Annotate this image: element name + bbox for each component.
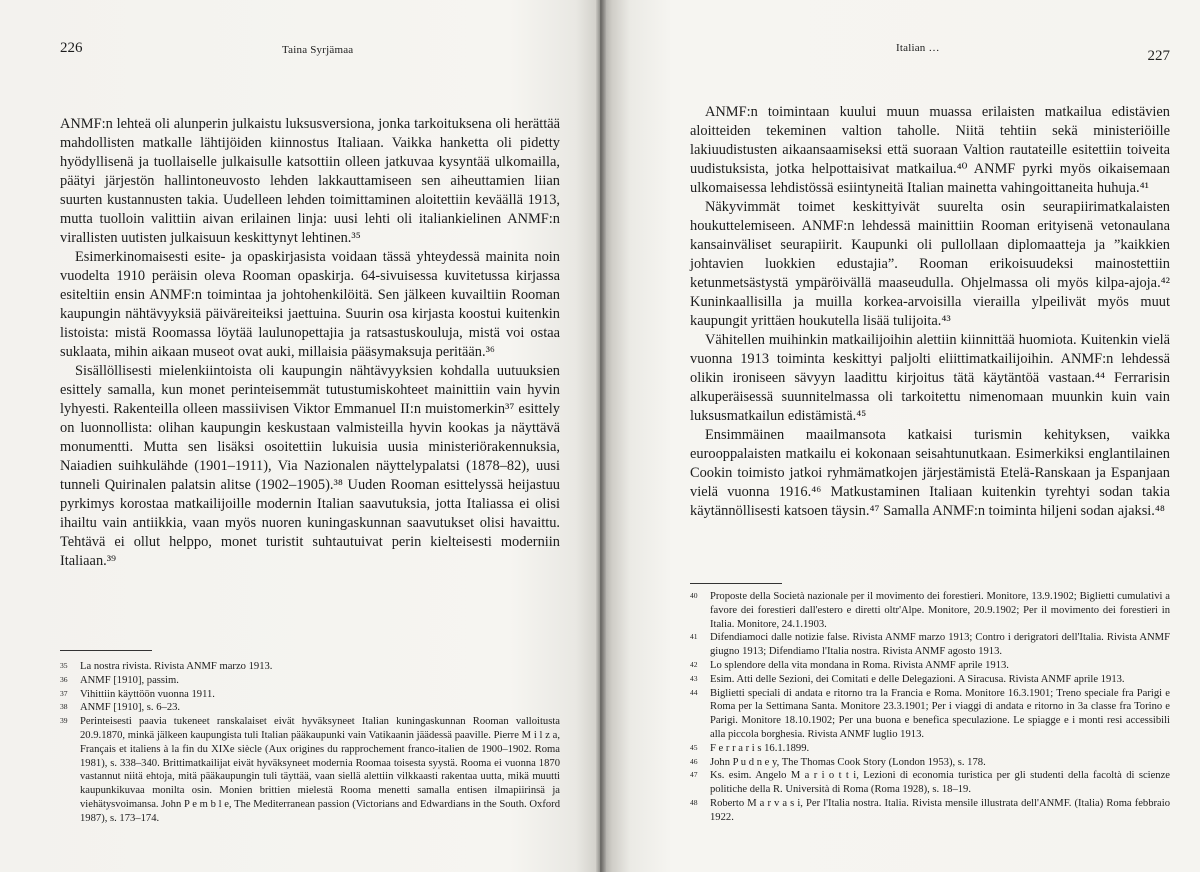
footnote — [690, 631, 1170, 659]
footnote-number: 40 — [690, 591, 698, 600]
footnote-text: La nostra rivista. Rivista ANMF marzo 1913. — [80, 661, 273, 672]
footnote-number: 42 — [690, 659, 698, 669]
body-text — [690, 103, 1170, 521]
body-text — [60, 115, 560, 571]
paragraph: Näkyvimmät toimet keskittyivät suurelta osin seurapiirimatkalaisten houkuttelemiseen. ANMF:n lehdessä mainittiin Rooman erityisenä vetonaulana kansainväliset seurapiirit. Kaupunki oli pullollaan diplomaatteja ja ”kaikkien johtavien luokkien edustajia”. Rooman erikoisuudeksi mainostettiin ketunmetsästystä ympäröivällä maaseudulla. Ohjelmassa oli myös kilpa-ajoja.⁴² Kuninkaallisilla ja muilla korkea-arvoisilla vierailla ylpeilivät myös muut kaupungit yrittäen houkutella lisää tulijoita.⁴³ — [690, 199, 1170, 329]
paragraph: ANMF:n toimintaan kuului muun muassa erilaisten matkailua edistävien aloitteiden tekeminen valtion taholle. Niitä tehtiin sekä ministeriöille lakiuudistusten aikaansaamiseksi että suoraan Valtion rautateille esitettiin toiveita uudistuksista, jotka helpottaisivat matkailua.⁴⁰ ANMF pyrki myös oikaisemaan ulkomaisessa lehdistössä esiintyneitä Italian mainetta vahingoittaneita huhuja.⁴¹ — [690, 104, 1170, 196]
footnote-divider — [60, 650, 152, 651]
footnotes — [690, 590, 1170, 825]
right-page — [600, 0, 1200, 872]
footnote-text: Difendiamoci dalle notizie false. Rivista ANMF marzo 1913; Contro i derigratori dell'Italia. Rivista ANMF giugno 1913; Difendiamo l'Italia nostra. Rivista ANMF agosto 1913. — [710, 632, 1170, 658]
footnote-number: 46 — [690, 756, 698, 766]
paragraph: Vähitellen muihinkin matkailijoihin alettiin kiinnittää huomiota. Kuitenkin vielä vuonna 1913 toiminta keskittyi paljolti eliittimatkailijoihin. ANMF:n lehdessä olikin ironiseen sävyyn laadittu kirjoitus tätä käytäntöä vastaan.⁴⁴ Ferrarisin alkuperäisessä suunnitelmassa oli tarkoitettu nimenomaan muunkin kuin vain luksusmatkailun edistämistä.⁴⁵ — [690, 332, 1170, 424]
footnote — [690, 673, 1170, 687]
footnote-number: 45 — [690, 742, 698, 752]
footnote — [690, 687, 1170, 742]
footnote — [60, 701, 560, 715]
footnote — [690, 659, 1170, 673]
footnote-number: 38 — [60, 702, 68, 712]
footnote — [690, 590, 1170, 631]
footnote-number: 37 — [60, 688, 68, 698]
footnote — [690, 797, 1170, 825]
footnote — [60, 674, 560, 688]
paragraph: Sisällöllisesti mielenkiintoista oli kaupungin nähtävyyksien kohdalla uutuuksien esittely samalla, kun monet perinteisemmät tutustumiskohteet mainittiin vain hyvin lyhyesti. Rakenteilla olleen massiivisen Viktor Emmanuel II:n muistomerkin³⁷ esittely on luonnollista: olihan kaupungin keskustaan valmisteilla hyvin kookas ja näyttävä monumentti. Mutta sen lisäksi osoitettiin lukuisia uusia ministeriörakennuksia, Naiadien suihkulähde (1901–1911), Via Nazionalen näyttelypalatsi (1878–82), uusi tunneli Quirinalen palatsin alitse (1902–1905).³⁸ Uuden Rooman esittelyssä heijastuu pyrkimys korostaa matkailijoille modernin Italian saavutuksia, jotta Italiassa ei olisi ihailtu vain antiikkia, vaan myös nuoren kuningaskunnan saavutukset olisi havaittu. Tehtävä ei ollut helppo, monet turistit suhtautuivat perin kielteisesti moderniin Italiaan.³⁹ — [60, 363, 560, 569]
footnote-number: 48 — [690, 797, 698, 807]
paragraph: Esimerkinomaisesti esite- ja opaskirjasista voidaan tässä yhteydessä mainita noin vuodelta 1910 peräisin oleva Rooman opaskirja. 64-sivuisessa kuvitetussa kirjassa esiteltiin ensin ANMF:n toimintaa ja johtohenkilöitä. Sen jälkeen kuvailtiin Rooman kaupungin nähtävyyksiä päiväreiteiksi jaettuina. Suurin osa kirjasta koostui kuitenkin listoista: mistä Roomassa löytää laulunopettajia ja ratsastuskouluja, mistä voi ostaa suklaata, mihin aikaan museot ovat auki, millaisia pääsymaksuja peritään.³⁶ — [60, 249, 560, 360]
footnote-number: 47 — [690, 770, 698, 780]
footnote-text: Biglietti speciali di andata e ritorno tra la Francia e Roma. Monitore 16.3.1901; Treno speciale fra Parigi e Roma per la Settimana Santa. Monitore 23.3.1901; Per i viaggi di andata e ritorno in 3a classe fra Torino e Parigi. Monitore 18.10.1902; Per una buona e benefica speculazione. Le spiagge e i monti resi accessibili alla piccola borghesia. Rivista ANMF luglio 1913. — [710, 687, 1170, 740]
footnote-text: ANMF [1910], passim. — [80, 674, 179, 686]
footnote-text: Roberto M a r v a s i, Per l'Italia nostra. Italia. Rivista mensile illustrata dell'ANMF. (Italia) Roma febbraio 1922. — [710, 797, 1170, 823]
footnote-text: Lo splendore della vita mondana in Roma. Rivista ANMF aprile 1913. — [710, 659, 1009, 671]
footnote — [690, 742, 1170, 756]
footnote-text: ANMF [1910], s. 6–23. — [80, 702, 181, 714]
footnote-divider — [690, 583, 782, 584]
footnote — [690, 756, 1170, 770]
running-head-author: Taina Syrjämaa — [282, 44, 354, 56]
page-number: 227 — [1147, 48, 1170, 64]
paragraph: ANMF:n lehteä oli alunperin julkaistu luksusversiona, jonka tarkoituksena oli herättää mahdollisten matkalle lähtijöiden kiinnostus Italiaan. Vaikka hanketta oli pidetty hyödyllisenä ja tuollaiselle julkaisulle katsottiin olleen jatkuvaa kysyntää ulkomailla, päätyi järjestön hallintoneuvosto lehden lakkauttamiseen sen aiheuttamien liian suurten kustannusten takia. Uudelleen lehden toimittaminen aloitettiin keväällä 1913, mutta tuolloin valittiin aivan erilainen linja: uusi lehti oli italiankielinen ANMF:n virallisten uutisten julkaisuun keskittynyt lehtinen.³⁵ — [60, 116, 560, 246]
footnote-number: 36 — [60, 674, 68, 684]
footnote-number: 35 — [60, 661, 68, 670]
footnote-text: Ks. esim. Angelo M a r i o t t i, Lezioni di economia turistica per gli studenti della facoltà di scienze politiche della R. Università di Roma (Roma 1928), s. 18–19. — [710, 770, 1170, 796]
footnote — [60, 660, 560, 674]
page-number: 226 — [60, 40, 83, 56]
footnote — [60, 688, 560, 702]
footnote-number: 44 — [690, 687, 698, 697]
footnote-number: 43 — [690, 673, 698, 683]
footnote-number: 41 — [690, 632, 698, 642]
footnote — [690, 769, 1170, 797]
footnote-text: F e r r a r i s 16.1.1899. — [710, 742, 810, 754]
running-head-title: Italian … — [896, 42, 940, 54]
footnote-number: 39 — [60, 716, 68, 726]
footnote-text: John P u d n e y, The Thomas Cook Story (London 1953), s. 178. — [710, 756, 986, 768]
footnote-text: Esim. Atti delle Sezioni, dei Comitati e delle Delegazioni. A Siracusa. Rivista ANMF aprile 1913. — [710, 673, 1125, 685]
footnote — [60, 715, 560, 825]
footnote-text: Proposte della Società nazionale per il movimento dei forestieri. Monitore, 13.9.1902; Biglietti cumulativi a favore dei forestieri dall'estero e diretti oltr'Alpe. Monitore, 20.9.1902; Per il movimento dei forestieri in Italia. Monitore, 24.1.1903. — [710, 591, 1170, 630]
footnote-text: Perinteisesti paavia tukeneet ranskalaiset eivät hyväksyneet Italian kuningaskunnan Rooman valloitusta 20.9.1870, minkä jälkeen kaupungista tuli Italian pääkaupunki vain Vatikaanin jäädessä paaville. Pierre M i l z a, Français et italiens à la fin du XIXe siècle (Aux origines du rapprochement franco-italien de 1900–1902. Roma 1981), s. 338–340. Brittimatkailijat eivät hyväksyneet modernia Roomaa toisesta syystä. Rooma ei vuonna 1870 vastannut niitä ehtoja, mitä pääkaupungin tuli täyttää, vaan siellä alettiin vilkkaasti rakentaa uutta, mikä muutti kaupunkikuvaa monilta osin. Monien brittien mielestä Rooma menetti samalla entisen ilmapiirinsä ja viehätysvoimansa. John P e m b l e, The Mediterranean passion (Victorians and Edwardians in the South. Oxford 1987), s. 173–174. — [80, 716, 560, 824]
paragraph: Ensimmäinen maailmansota katkaisi turismin kehityksen, vaikka eurooppalaisten matkailu ei kokonaan seisahtunutkaan. Esimerkiksi englantilainen Cookin toimisto jatkoi ryhmämatkojen järjestämistä Etelä-Ranskaan ja Espanjaan vielä vuonna 1916.⁴⁶ Matkustaminen Italiaan kuitenkin tyrehtyi sodan takia käytännöllisesti katsoen täysin.⁴⁷ Samalla ANMF:n toiminta hiljeni sodan ajaksi.⁴⁸ — [690, 427, 1170, 519]
footnotes — [60, 660, 560, 826]
footnote-text: Vihittiin käyttöön vuonna 1911. — [80, 688, 215, 700]
